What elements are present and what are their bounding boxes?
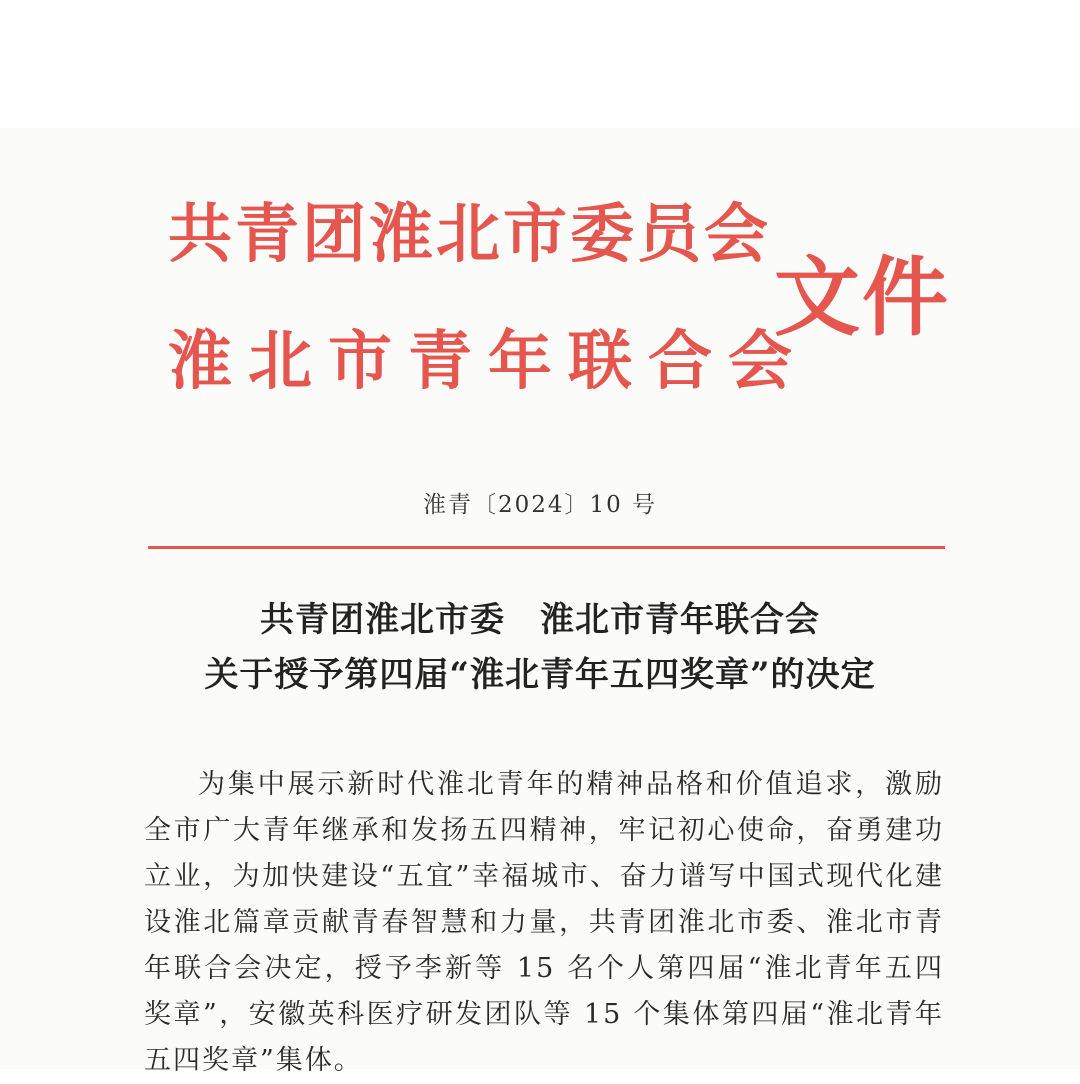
issuing-org-line-1: 共青团淮北市委员会 [168,197,771,272]
red-divider-line [148,546,945,549]
document-number: 淮青〔2024〕10 号 [422,492,658,518]
issuing-org-line-2: 淮北市青年联合会 [168,324,808,399]
document-type-label: 文件 [774,247,950,348]
body-paragraph: 为集中展示新时代淮北青年的精神品格和价值追求，激励全市广大青年继承和发扬五四精神，牢记初心使命，奋勇建功立业，为加快建设“五宜”幸福城市、奋力谱写中国式现代化建设淮北篇章贡献青春智慧和力量，共青团淮北市委、淮北市青年联合会决定，授予李新等 15 名个人第四届“淮北青年五四奖章”，安徽英科医疗研发团队等 15 个集体第四届“淮北青年五四奖章”集体。 [144,769,944,1076]
document-title-line-2: 关于授予第四届“淮北青年五四奖章”的决定 [204,655,876,695]
document-title-line-1: 共青团淮北市委 淮北市青年联合会 [260,600,820,640]
